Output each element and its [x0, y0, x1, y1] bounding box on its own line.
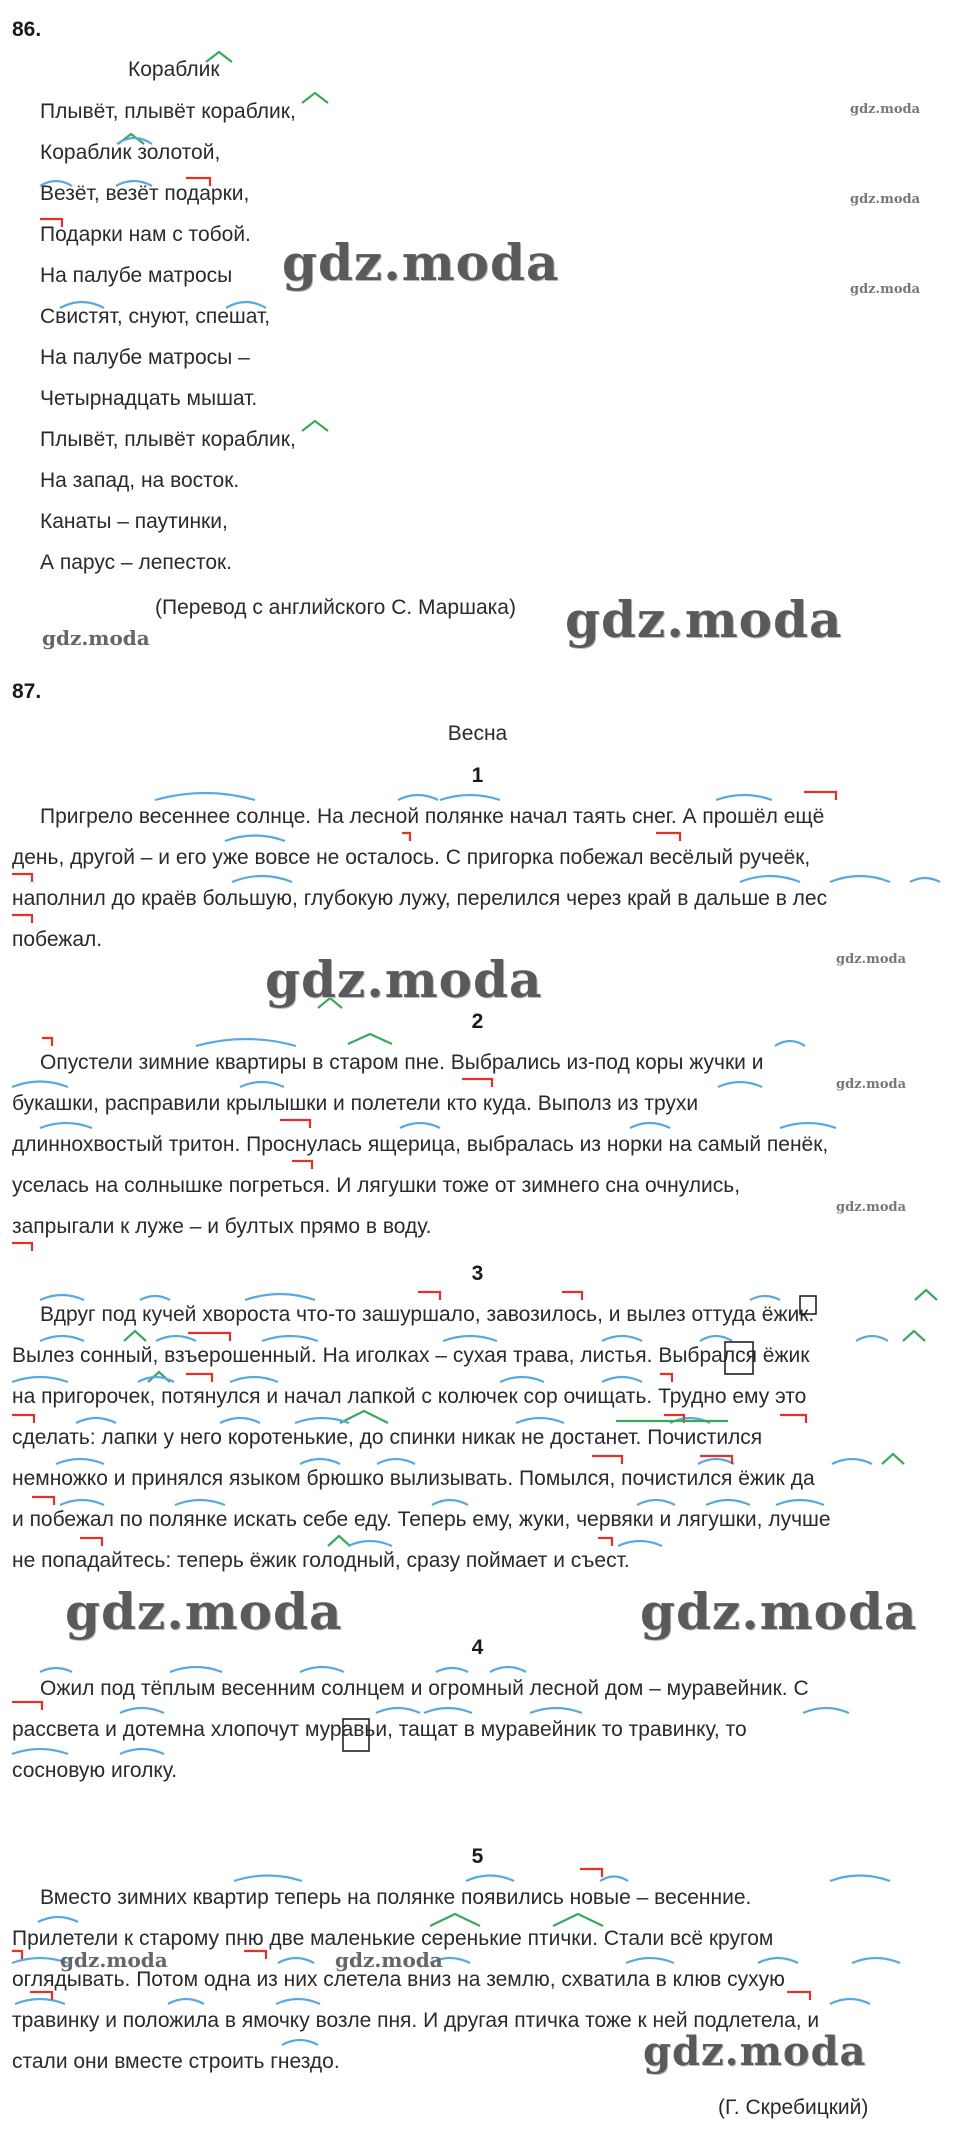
- paragraph-line: Вылез сонный, взъерошенный. На иголках – сухая трава, листья. Выбрался ёжик: [12, 1344, 810, 1367]
- paragraph-line: на пригорочек, потянулся и начал лапкой с колючек сор очищать. Трудно ему это: [12, 1385, 807, 1408]
- watermark: gdz.moda: [65, 1582, 343, 1641]
- poem-line: Канаты – паутинки,: [40, 510, 228, 533]
- paragraph-line: не попадайтесь: теперь ёжик голодный, сразу поймает и съест.: [12, 1549, 630, 1572]
- paragraph-line: уселась на солнышке погреться. И лягушки тоже от зимнего сна очнулись,: [12, 1174, 741, 1197]
- watermark: gdz.moda: [42, 626, 150, 650]
- section-number: 1: [471, 764, 484, 787]
- text-title: Весна: [447, 722, 508, 745]
- poem-line: Кораблик золотой,: [40, 141, 221, 164]
- paragraph-line: сосновую иголку.: [12, 1759, 178, 1782]
- paragraph-line: Пригрело весеннее солнце. На лесной полянке начал таять снег. А прошёл ещё: [40, 805, 825, 828]
- paragraph-line: травинку и положила в ямочку возле пня. И другая птичка тоже к ней подлетела, и: [12, 2009, 820, 2032]
- watermark: gdz.moda: [265, 950, 543, 1009]
- section-number: 5: [471, 1845, 484, 1868]
- paragraph-line: Прилетели к старому пню две маленькие серенькие птички. Стали всё кругом: [12, 1927, 774, 1950]
- prefix-marks: [12, 178, 836, 2000]
- paragraph-line: наполнил до краёв большую, глубокую лужу, перелился через край в дальше в лес: [12, 887, 828, 910]
- paragraph-line: букашки, расправили крылышки и полетели кто куда. Выполз из трухи: [12, 1092, 699, 1115]
- paragraph-line: рассвета и дотемна хлопочут муравьи, тащат в муравейник то травинку, то: [12, 1718, 747, 1741]
- paragraph-line: оглядывать. Потом одна из них слетела вниз на землю, схватила в клюв сухую: [12, 1968, 785, 1991]
- poem-line: Свистят, снуют, спешат,: [40, 305, 271, 328]
- watermark: gdz.moda: [850, 282, 921, 297]
- paragraph-line: Ожил под тёплым весенним солнцем и огромный лесной дом – муравейник. С: [40, 1677, 809, 1700]
- paragraph-line: день, другой – и его уже вовсе не осталось. С пригорка побежал весёлый ручеёк,: [12, 846, 811, 869]
- root-marks: [12, 138, 940, 2045]
- paragraph-line: Опустели зимние квартиры в старом пне. Выбрались из-под коры жучки и: [40, 1051, 764, 1074]
- paragraph-line: и побежал по полянке искать себе еду. Теперь ему, жуки, червяки и лягушки, лучше: [12, 1508, 831, 1531]
- paragraph-line: длиннохвостый тритон. Проснулась ящерица, выбралась из норки на самый пенёк,: [12, 1133, 829, 1156]
- poem-line: Четырнадцать мышат.: [40, 387, 258, 410]
- exercise-87-number: 87.: [12, 680, 42, 703]
- poem-title: Кораблик: [128, 58, 220, 81]
- exercise-86-number: 86.: [12, 18, 42, 41]
- paragraph-line: побежал.: [12, 928, 103, 951]
- poem-line: На палубе матросы: [40, 264, 233, 287]
- paragraph-line: немножко и принялся языком брюшко вылизывать. Помылся, почистился ёжик да: [12, 1467, 815, 1490]
- paragraph-line: сделать: лапки у него коротенькие, до спинки никак не достанет. Почистился: [12, 1426, 763, 1449]
- watermark: gdz.moda: [836, 1200, 907, 1215]
- poem-line: Подарки нам с тобой.: [40, 223, 251, 246]
- watermark: gdz.moda: [335, 1948, 443, 1972]
- ending-boxes: [343, 1296, 816, 1751]
- poem-line: Везёт, везёт подарки,: [40, 182, 250, 205]
- watermark: gdz.moda: [282, 233, 560, 292]
- poem-line: Плывёт, плывёт кораблик,: [40, 428, 296, 451]
- watermark: gdz.moda: [60, 1948, 168, 1972]
- text-credit: (Г. Скребицкий): [718, 2096, 869, 2119]
- paragraph-line: Вместо зимних квартир теперь на полянке появились новые – весенние.: [40, 1886, 752, 1909]
- poem-line: На запад, на восток.: [40, 469, 240, 492]
- watermark: gdz.moda: [836, 952, 907, 967]
- watermark: gdz.moda: [643, 2028, 867, 2075]
- section-number: 2: [471, 1010, 484, 1033]
- poem-line: Плывёт, плывёт кораблик,: [40, 100, 296, 123]
- watermark: gdz.moda: [850, 192, 921, 207]
- watermark: gdz.moda: [850, 102, 921, 117]
- poem-credit: (Перевод с английского С. Маршака): [155, 596, 516, 619]
- watermark: gdz.moda: [565, 590, 843, 649]
- watermark: gdz.moda: [640, 1582, 918, 1641]
- section-number: 4: [471, 1636, 484, 1659]
- poem-line: А парус – лепесток.: [40, 551, 233, 574]
- section-number: 3: [471, 1262, 484, 1285]
- watermark: gdz.moda: [836, 1077, 907, 1092]
- poem-line: На палубе матросы –: [40, 346, 250, 369]
- paragraph-line: запрыгали к луже – и бултых прямо в воду.: [12, 1215, 432, 1238]
- paragraph-line: стали они вместе строить гнездо.: [12, 2050, 340, 2073]
- paragraph-line: Вдруг под кучей хвороста что-то зашуршало, завозилось, и вылез оттуда ёжик.: [40, 1303, 815, 1326]
